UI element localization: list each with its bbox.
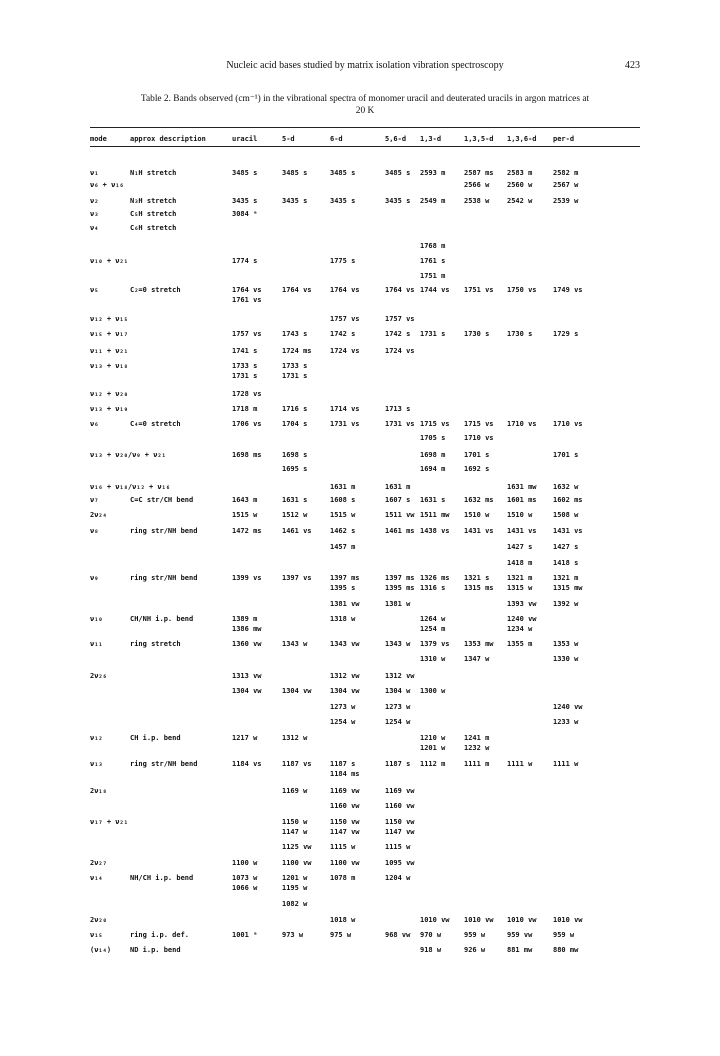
band-value: 2583 m (507, 169, 533, 177)
approx-description: CH i.p. bend (130, 734, 181, 742)
band-value: 1418 m (507, 559, 533, 567)
column-header: mode (90, 135, 107, 143)
mode-label: ν₉ (90, 574, 99, 582)
band-value: 1318 w (330, 615, 356, 623)
band-value: 1389 m (232, 615, 258, 623)
band-value: 1631 s (282, 496, 308, 504)
band-value: 1462 s (330, 527, 356, 535)
band-value: 968 vw (385, 931, 411, 939)
band-value: 1512 w (282, 511, 308, 519)
band-value: 2539 w (553, 197, 579, 205)
mode-label: ν₁₁ (90, 640, 103, 648)
mode-label: ν₁₀ + ν₂₁ (90, 257, 128, 265)
band-value: 1316 s (420, 584, 446, 592)
band-value: 2538 w (464, 197, 490, 205)
band-value: 1724 ms (282, 347, 312, 355)
band-value: 1240 vw (507, 615, 537, 623)
band-value: 1304 vw (282, 687, 312, 695)
mode-label: ν₁₅ + ν₁₇ (90, 330, 128, 338)
band-value: 1010 vw (507, 916, 537, 924)
band-value: 1510 w (507, 511, 533, 519)
band-value: 1631 mw (507, 483, 537, 491)
mode-label: 2ν₁₈ (90, 787, 107, 795)
band-value: 1511 mw (420, 511, 450, 519)
band-value: 1169 w (282, 787, 308, 795)
band-value: 1254 w (385, 718, 411, 726)
band-value: 1438 vs (420, 527, 450, 535)
band-value: 1692 s (464, 465, 490, 473)
band-value: 1701 s (553, 451, 579, 459)
approx-description: ring str/NH bend (130, 574, 198, 582)
band-value: 1300 w (420, 687, 446, 695)
band-value: 1254 m (420, 625, 446, 633)
band-value: 1343 w (282, 640, 308, 648)
band-value: 1393 vw (507, 600, 537, 608)
band-value: 1764 vs (282, 286, 312, 294)
band-value: 1187 s (385, 760, 411, 768)
band-value: 3485 s (232, 169, 258, 177)
mode-label: ν₆ (90, 420, 99, 428)
band-value: 1508 w (553, 511, 579, 519)
band-value: 880 mw (553, 946, 579, 954)
band-value: 1147 vw (385, 828, 415, 836)
band-value: 881 mw (507, 946, 533, 954)
band-value: 1111 w (507, 760, 533, 768)
approx-description: ring stretch (130, 640, 181, 648)
band-value: 1427 s (507, 543, 533, 551)
band-value: 1381 vw (330, 600, 360, 608)
approx-description: C₅H stretch (130, 210, 177, 218)
band-value: 973 w (282, 931, 304, 939)
approx-description: CH/NH i.p. bend (130, 615, 194, 623)
band-value: 1515 w (232, 511, 258, 519)
mode-label: (ν₁₄) (90, 946, 112, 954)
band-value: 1112 m (420, 760, 446, 768)
band-value: 1716 s (282, 405, 308, 413)
band-value: 1187 s (330, 760, 356, 768)
band-value: 1757 vs (330, 315, 360, 323)
mode-label: ν₄ (90, 224, 99, 232)
approx-description: C₆H stretch (130, 224, 177, 232)
band-value: 1742 s (330, 330, 356, 338)
mode-label: ν₁₆ + ν₁₈/ν₁₂ + ν₁₆ (90, 483, 171, 491)
mode-label: ν₁₂ + ν₁₅ (90, 315, 128, 323)
band-value: 918 w (420, 946, 442, 954)
column-header: 5,6-d (385, 135, 407, 143)
band-value: 1395 s (330, 584, 356, 592)
band-value: 1304 vw (330, 687, 360, 695)
band-value: 1731 vs (385, 420, 415, 428)
running-title: Nucleic acid bases studied by matrix isolation vibration spectroscopy (226, 60, 504, 71)
band-value: 1701 s (464, 451, 490, 459)
band-value: 2593 m (420, 169, 446, 177)
mode-label: 2ν₂₀ (90, 916, 107, 924)
band-value: 1698 m (420, 451, 446, 459)
approx-description: NH/CH i.p. bend (130, 874, 194, 882)
band-value: 1764 vs (385, 286, 415, 294)
mode-label: ν₁₃ + ν₂₀/ν₉ + ν₂₁ (90, 451, 166, 459)
mode-label: ν₈ (90, 527, 99, 535)
band-value: 1018 w (330, 916, 356, 924)
band-value: 1731 s (232, 372, 258, 380)
band-value: 1733 s (282, 362, 308, 370)
band-value: 1730 s (507, 330, 533, 338)
band-value: 1395 ms (385, 584, 415, 592)
band-value: 1111 w (553, 760, 579, 768)
band-value: 3084 ᵃ (232, 210, 258, 218)
band-value: 1768 m (420, 242, 446, 250)
band-value: 3485 s (330, 169, 356, 177)
band-value: 1169 vw (385, 787, 415, 795)
band-value: 1397 ms (330, 574, 360, 582)
band-value: 1073 w (232, 874, 258, 882)
approx-description: ring str/NH bend (130, 527, 198, 535)
band-value: 1643 m (232, 496, 258, 504)
band-value: 1184 ms (330, 770, 360, 778)
column-header: approx description (130, 135, 206, 143)
band-value: 1632 w (553, 483, 579, 491)
band-value: 1713 s (385, 405, 411, 413)
band-value: 2587 ms (464, 169, 494, 177)
mode-label: ν₁₃ + ν₁₉ (90, 405, 128, 413)
approx-description: N₃H stretch (130, 197, 177, 205)
band-value: 1602 ms (553, 496, 583, 504)
band-value: 1353 w (553, 640, 579, 648)
band-value: 1184 vs (232, 760, 262, 768)
band-value: 1115 w (330, 843, 356, 851)
column-header: 1,3,6-d (507, 135, 537, 143)
band-value: 1511 vw (385, 511, 415, 519)
band-value: 1710 vs (464, 434, 494, 442)
band-value: 2560 w (507, 181, 533, 189)
mode-label: ν₆ + ν₁₆ (90, 181, 124, 189)
band-value: 1347 w (464, 655, 490, 663)
mode-label: 2ν₂₄ (90, 511, 107, 519)
band-value: 3485 s (385, 169, 411, 177)
band-value: 1330 w (553, 655, 579, 663)
band-value: 1001 ᵃ (232, 931, 258, 939)
band-value: 1232 w (464, 744, 490, 752)
band-value: 1728 vs (232, 390, 262, 398)
band-value: 1731 s (282, 372, 308, 380)
band-value: 1234 w (507, 625, 533, 633)
band-value: 1694 m (420, 465, 446, 473)
band-value: 1427 s (553, 543, 579, 551)
band-value: 2567 w (553, 181, 579, 189)
band-value: 1741 s (232, 347, 258, 355)
band-value: 1601 ms (507, 496, 537, 504)
band-value: 2549 m (420, 197, 446, 205)
mode-label: 2ν₂₆ (90, 672, 107, 680)
band-value: 1698 s (282, 451, 308, 459)
band-value: 1353 mw (464, 640, 494, 648)
band-value: 1312 vw (330, 672, 360, 680)
band-value: 1751 m (420, 272, 446, 280)
band-value: 1704 s (282, 420, 308, 428)
band-value: 1304 vw (232, 687, 262, 695)
band-value: 1631 m (385, 483, 411, 491)
band-value: 1315 mw (553, 584, 583, 592)
caption-line-1: Table 2. Bands observed (cm⁻¹) in the vibrational spectra of monomer uracil and deuterated uracils in argon matrices at (140, 94, 590, 104)
band-value: 1312 vw (385, 672, 415, 680)
band-value: 1201 w (282, 874, 308, 882)
band-value: 1698 ms (232, 451, 262, 459)
band-value: 1169 vw (330, 787, 360, 795)
band-value: 1730 s (464, 330, 490, 338)
band-value: 3435 s (385, 197, 411, 205)
band-value: 1381 w (385, 600, 411, 608)
band-value: 1386 mw (232, 625, 262, 633)
approx-description: C₄=0 stretch (130, 420, 181, 428)
mode-label: ν₁₂ (90, 734, 103, 742)
band-value: 1715 vs (464, 420, 494, 428)
band-value: 1326 ms (420, 574, 450, 582)
band-value: 1321 m (553, 574, 579, 582)
band-value: 1313 vw (232, 672, 262, 680)
band-value: 1254 w (330, 718, 356, 726)
band-value: 1775 s (330, 257, 356, 265)
band-value: 1273 w (330, 703, 356, 711)
band-value: 1217 w (232, 734, 258, 742)
band-value: 1431 vs (553, 527, 583, 535)
mode-label: ν₅ (90, 286, 99, 294)
band-value: 1608 s (330, 496, 356, 504)
approx-description: C₂=0 stretch (130, 286, 181, 294)
band-value: 1510 w (464, 511, 490, 519)
mode-label: ν₁₃ (90, 760, 103, 768)
band-value: 1304 w (385, 687, 411, 695)
band-value: 1360 vw (232, 640, 262, 648)
band-value: 1731 s (420, 330, 446, 338)
band-value: 1774 s (232, 257, 258, 265)
band-value: 1010 vw (553, 916, 583, 924)
band-value: 1095 vw (385, 859, 415, 867)
band-value: 1731 vs (330, 420, 360, 428)
band-value: 1750 vs (507, 286, 537, 294)
band-value: 1010 vw (420, 916, 450, 924)
band-value: 1397 ms (385, 574, 415, 582)
band-value: 1210 w (420, 734, 446, 742)
band-value: 1273 w (385, 703, 411, 711)
band-value: 1147 w (282, 828, 308, 836)
band-value: 1233 w (553, 718, 579, 726)
band-value: 1343 w (385, 640, 411, 648)
band-value: 1315 w (507, 584, 533, 592)
band-value: 1100 w (232, 859, 258, 867)
band-value: 1379 vs (420, 640, 450, 648)
mode-label: ν₁₂ + ν₂₀ (90, 390, 128, 398)
mode-label: ν₁₇ + ν₂₁ (90, 818, 128, 826)
band-value: 1241 m (464, 734, 490, 742)
approx-description: ND i.p. bend (130, 946, 181, 954)
band-value: 970 w (420, 931, 442, 939)
band-value: 1355 m (507, 640, 533, 648)
band-value: 1632 ms (464, 496, 494, 504)
band-value: 1204 w (385, 874, 411, 882)
band-value: 2582 m (553, 169, 579, 177)
band-value: 1187 vs (282, 760, 312, 768)
band-value: 1724 vs (330, 347, 360, 355)
mode-label: ν₁₄ (90, 874, 103, 882)
band-value: 926 w (464, 946, 486, 954)
band-value: 1321 m (507, 574, 533, 582)
band-value: 1724 vs (385, 347, 415, 355)
column-header: 5-d (282, 135, 295, 143)
band-value: 1343 vw (330, 640, 360, 648)
column-header: per-d (553, 135, 575, 143)
band-value: 1743 s (282, 330, 308, 338)
band-value: 1240 vw (553, 703, 583, 711)
band-value: 1201 w (420, 744, 446, 752)
band-value: 1751 vs (464, 286, 494, 294)
band-value: 1461 vs (282, 527, 312, 535)
mode-label: ν₁₁ + ν₂₁ (90, 347, 128, 355)
band-value: 1631 s (420, 496, 446, 504)
band-value: 1706 vs (232, 420, 262, 428)
band-value: 1111 m (464, 760, 490, 768)
band-value: 1115 w (385, 843, 411, 851)
band-value: 975 w (330, 931, 352, 939)
band-value: 1315 ms (464, 584, 494, 592)
mode-label: ν₂ (90, 197, 99, 205)
band-value: 1310 w (420, 655, 446, 663)
band-value: 1392 w (553, 600, 579, 608)
band-value: 3435 s (232, 197, 258, 205)
band-value: 1705 s (420, 434, 446, 442)
mode-label: ν₁₀ (90, 615, 103, 623)
band-value: 1078 m (330, 874, 356, 882)
band-value: 1066 w (232, 884, 258, 892)
band-value: 1431 vs (507, 527, 537, 535)
band-value: 1431 vs (464, 527, 494, 535)
approx-description: N₁H stretch (130, 169, 177, 177)
band-value: 1764 vs (330, 286, 360, 294)
band-value: 1264 w (420, 615, 446, 623)
mode-label: ν₇ (90, 496, 99, 504)
approx-description: ring str/NH bend (130, 760, 198, 768)
band-value: 1607 s (385, 496, 411, 504)
band-value: 1729 s (553, 330, 579, 338)
band-value: 1733 s (232, 362, 258, 370)
band-value: 1757 vs (385, 315, 415, 323)
band-value: 1160 vw (385, 802, 415, 810)
band-value: 1472 ms (232, 527, 262, 535)
band-value: 1321 s (464, 574, 490, 582)
band-value: 1515 w (330, 511, 356, 519)
band-value: 2566 w (464, 181, 490, 189)
band-value: 1399 vs (232, 574, 262, 582)
column-header: 1,3,5-d (464, 135, 494, 143)
approx-description: ring i.p. def. (130, 931, 190, 939)
band-value: 1418 s (553, 559, 579, 567)
approx-description: C=C str/CH bend (130, 496, 194, 504)
band-value: 1631 m (330, 483, 356, 491)
mode-label: ν₁₃ + ν₁₈ (90, 362, 128, 370)
band-value: 1761 s (420, 257, 446, 265)
band-value: 1461 ms (385, 527, 415, 535)
band-value: 1150 vw (330, 818, 360, 826)
band-value: 1195 w (282, 884, 308, 892)
band-value: 3435 s (282, 197, 308, 205)
band-value: 1695 s (282, 465, 308, 473)
band-value: 1397 vs (282, 574, 312, 582)
band-value: 959 w (553, 931, 575, 939)
band-value: 1100 vw (282, 859, 312, 867)
band-value: 1744 vs (420, 286, 450, 294)
band-value: 1718 m (232, 405, 258, 413)
band-value: 3435 s (330, 197, 356, 205)
mode-label: ν₁ (90, 169, 99, 177)
band-value: 1757 vs (232, 330, 262, 338)
band-value: 1160 vw (330, 802, 360, 810)
band-value: 1749 vs (553, 286, 583, 294)
band-value: 1150 w (282, 818, 308, 826)
band-value: 1710 vs (507, 420, 537, 428)
band-value: 1715 vs (420, 420, 450, 428)
caption-line-2: 20 K (355, 106, 375, 116)
mode-label: ν₁₅ (90, 931, 103, 939)
band-value: 1147 vw (330, 828, 360, 836)
band-value: 1082 w (282, 900, 308, 908)
band-value: 1710 vs (553, 420, 583, 428)
band-value: 1742 s (385, 330, 411, 338)
band-value: 1125 vw (282, 843, 312, 851)
band-value: 3485 s (282, 169, 308, 177)
mode-label: 2ν₂₇ (90, 859, 107, 867)
page-number: 423 (625, 60, 640, 71)
mode-label: ν₃ (90, 210, 99, 218)
band-value: 1761 vs (232, 296, 262, 304)
column-header: 1,3-d (420, 135, 442, 143)
band-value: 1457 m (330, 543, 356, 551)
band-value: 1100 vw (330, 859, 360, 867)
band-value: 959 vw (507, 931, 533, 939)
band-value: 1312 w (282, 734, 308, 742)
band-value: 2542 w (507, 197, 533, 205)
band-value: 1150 vw (385, 818, 415, 826)
band-value: 1010 vw (464, 916, 494, 924)
column-header: uracil (232, 135, 258, 143)
band-value: 959 w (464, 931, 486, 939)
band-value: 1764 vs (232, 286, 262, 294)
band-value: 1714 vs (330, 405, 360, 413)
column-header: 6-d (330, 135, 343, 143)
